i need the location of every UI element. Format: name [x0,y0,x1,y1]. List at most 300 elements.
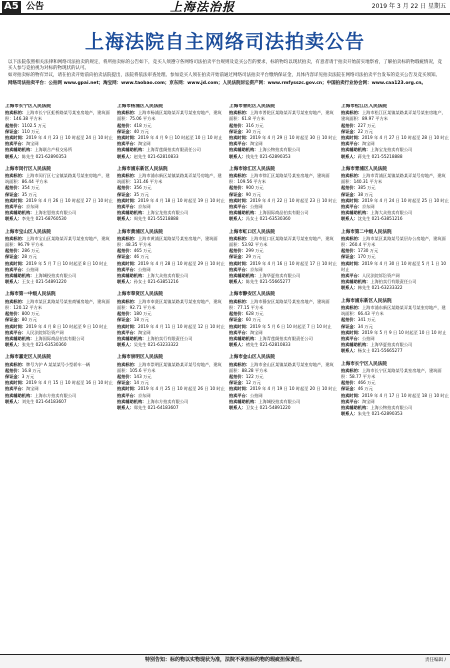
field-value: 京东网 [137,204,151,210]
field-value: 2019 年 4 月 22 日 10 时起至 23 日 10 时止 [249,197,337,203]
field-value: 30 万元 [245,128,261,134]
field-value: 上海市徐汇区某路某号某室房地产，建筑面积：109.56 平方米 [229,173,330,185]
field-value: 上海市杨浦区某路某弄某号某室房地产，建筑面积：75.06 平方米 [117,110,222,122]
field-label: 联系人： [5,342,22,348]
field-value: 陈先生 021-55665277 [245,279,291,285]
field-value: 张先生 021-63530360 [21,342,67,348]
field-value: 淘宝网 [25,141,39,147]
field-value: 2019 年 4 月 29 日 10 时起至 30 日 10 时止 [249,135,337,141]
field-value: 385 万元 [357,185,376,191]
field-label: 保证金： [229,191,246,197]
field-value: 上海华夏拍卖有限公司 [370,342,413,348]
field-label: 拍卖辅助机构： [229,210,259,216]
notice-field-contact [229,405,337,411]
field-label: 拍卖时间： [5,197,26,203]
auction-notice [5,355,113,405]
page-title: 上海法院自主网络司法拍卖公告 [84,31,365,53]
field-label: 拍卖时间： [117,135,138,141]
field-value: 牌号为沪 A 某某某号小型轿车一辆 [25,361,91,367]
field-value: 341 万元 [357,317,376,323]
field-value: 京东网 [249,266,263,272]
field-label: 拍卖辅助机构： [341,147,371,153]
field-value: 2019 年 4 月 24 日 10 时起至 25 日 10 时止 [361,197,449,203]
field-value: 赵先生 021-62810833 [133,153,179,159]
field-label: 拍卖时间： [341,135,362,141]
issue-date: 2019 年 3 月 22 日 星期五 [371,3,446,10]
field-value: 蒋先生 021-55218888 [357,153,403,159]
field-label: 拍卖平台： [5,329,26,335]
field-label: 拍卖标的： [229,110,250,116]
field-label: 拍卖时间： [117,386,138,392]
notice-field-item [5,110,113,122]
field-label: 拍卖时间： [117,260,138,266]
notice-field-item [117,110,225,122]
field-value: 2019 年 5 月 6 日 10 时起至 7 日 10 时止 [249,323,332,329]
auction-notice [341,362,449,418]
field-label: 拍卖时间： [341,260,362,266]
field-label: 拍卖辅助机构： [5,273,35,279]
field-value: 上海市长宁区虹桥路某号某室房地产，建筑面积：146.38 平方米 [5,110,110,122]
field-label: 拍卖平台： [341,398,362,404]
notice-field-item [341,368,449,380]
field-value: 王女士 021-54891220 [21,279,67,285]
intro-paragraph: 如对拍卖标的物有异议，请在拍卖开始前向拍卖法院提出，法院将依法审查处理。参加竞买人须在拍卖开始前通过网络司法拍卖平台缴纳保证金，具体内容详见拍卖法院在网络司法拍卖平台发布的竞买公告及竞买须知。 [8,73,440,79]
field-value: 钱先生 021-62890353 [245,153,291,159]
field-label: 拍卖标的： [341,367,362,373]
auction-notice [117,292,225,348]
field-value: 110 万元 [21,128,40,134]
auction-notice [229,292,337,348]
field-value: 900 万元 [245,185,264,191]
field-value: 2019 年 4 月 8 日 10 时起至 9 日 10 时止 [25,323,108,329]
auction-notice [5,230,113,286]
field-label: 拍卖辅助机构： [117,273,147,279]
field-value: 29 万元 [245,254,261,260]
court-name: 上海市虹口区人民法院 [229,229,275,235]
notice-field-contact [5,216,113,222]
court-name: 上海市松江区人民法院 [341,104,387,109]
field-label: 拍卖标的： [229,235,250,241]
field-label: 起拍价： [117,122,134,128]
field-value: 刘先生 021-64183607 [21,398,67,404]
field-value: 628 万元 [245,311,264,317]
notice-field-contact [229,342,337,348]
field-value: 上海青莲阁拍卖有限责任公司 [258,335,313,341]
field-value: 46 万元 [357,386,373,392]
field-label: 拍卖时间： [229,260,250,266]
field-label: 拍卖标的： [5,173,26,179]
field-value: 冯女士 021-63530360 [245,216,291,222]
notice-field-item [341,173,449,185]
field-label: 拍卖标的： [117,361,138,367]
field-value: 上海市某区某路某号某层办公房地产，建筑面积：260.4 平方米 [341,235,446,248]
field-label: 保证金： [229,317,246,323]
field-label: 拍卖辅助机构： [341,279,371,285]
page-number-tag: A5 [4,1,19,12]
field-value: 上海公物拍卖有限公司 [258,147,301,153]
field-label: 联系人： [341,348,358,354]
field-value: 上海大众拍卖有限公司 [146,273,189,279]
field-value: 18 万元 [133,317,149,323]
field-value: 2019 年 4 月 27 日 10 时起至 28 日 10 时止 [361,135,449,141]
field-value: 418 万元 [133,122,152,128]
field-label: 保证金： [117,191,134,197]
field-value: 李先生 021-68760530 [21,216,67,222]
field-label: 保证金： [341,323,358,329]
court-name: 上海市第一中级人民法院 [5,292,56,298]
field-label: 保证金： [5,373,22,379]
field-label: 保证金： [5,317,22,323]
field-value: 上海拍卖行有限责任公司 [370,279,417,285]
field-value: 2019 年 4 月 26 日 10 时起至 27 日 10 时止 [25,197,113,203]
auction-notice [117,355,225,411]
field-label: 起拍价： [229,248,246,254]
notice-field-contact [5,399,113,405]
field-value: 上海青莲阁拍卖有限责任公司 [146,147,201,153]
field-label: 拍卖标的： [5,235,26,241]
field-value: 吴先生 021-63233322 [133,342,179,348]
field-label: 拍卖平台： [341,335,362,341]
field-label: 联系人： [341,153,358,159]
field-value: 800 万元 [21,311,40,317]
court-name: 上海市徐汇区人民法院 [229,166,275,172]
field-label: 联系人： [229,216,246,222]
auction-notice [5,292,113,348]
field-label: 起拍价： [229,373,246,379]
field-value: 34 万元 [357,323,373,329]
field-value: 2019 年 5 月 7 日 10 时起至 8 日 10 时止 [25,260,108,266]
auction-notice [5,104,113,160]
field-value: 上海联合产权交易所 [34,147,73,153]
notice-field-contact [117,279,225,285]
field-value: 上海宏恩拍卖有限公司 [34,210,77,216]
notice-field-item [117,173,225,185]
auction-notice [117,104,225,160]
field-value: 上海市虹口区某路某弄某号某室房地产，建筑面积：53.92 平方米 [229,235,334,248]
field-value: 上海东方拍卖有限公司 [34,392,77,398]
field-label: 拍卖平台： [5,386,26,392]
field-label: 起拍价： [5,311,22,317]
field-label: 保证金： [229,380,246,386]
field-value: 淘宝网 [25,386,39,392]
notice-field-item [117,299,225,311]
field-label: 保证金： [117,317,134,323]
field-label: 起拍价： [5,248,22,254]
field-value: 2019 年 4 月 9 日 10 时起至 10 日 10 时止 [137,135,223,141]
auction-notice [229,355,337,411]
field-value: 沈先生 021-63851216 [357,216,403,222]
field-label: 拍卖标的： [341,173,362,179]
field-label: 起拍价： [229,122,246,128]
notice-field-contact [229,279,337,285]
court-name: 上海市静安区人民法院 [229,292,275,298]
field-value: 46 万元 [133,254,149,260]
field-value: 上海市静安区某路某号某室房地产，建筑面积：77.15 平方米 [229,298,330,310]
court-name: 上海市黄浦区人民法院 [117,229,163,235]
field-value: 1730 万元 [357,248,379,254]
court-name: 上海市宝山区人民法院 [5,229,51,235]
field-label: 联系人： [5,398,22,404]
auction-notice [341,299,449,355]
field-label: 起拍价： [117,373,134,379]
field-label: 保证金： [5,128,22,134]
notice-field-contact [117,216,225,222]
field-label: 起拍价： [341,317,358,323]
field-label: 拍卖平台： [5,141,26,147]
field-label: 拍卖平台： [229,329,250,335]
section-name: 公告 [26,2,45,12]
field-value: 上海拍卖行有限责任公司 [146,335,193,341]
court-name: 上海市第二中级人民法院 [341,229,392,235]
field-value: 京东网 [361,204,375,210]
field-value: 1102.5 万元 [21,122,47,128]
field-label: 起拍价： [117,248,134,254]
auction-notice [117,167,225,223]
field-value: 上海市松江区某镇某路某弄某号某室房地产，建筑面积：89.97 平方米 [341,110,446,122]
field-label: 保证金： [117,128,134,134]
notice-column [341,104,449,649]
field-label: 保证金： [341,128,358,134]
field-label: 拍卖平台： [117,141,138,147]
court-name: 上海市普陀区人民法院 [229,104,275,109]
field-label: 拍卖辅助机构： [229,335,259,341]
field-label: 拍卖时间： [117,323,138,329]
field-label: 拍卖标的： [341,235,362,241]
field-label: 拍卖时间： [5,323,26,329]
field-value: 郑先生 021-64183607 [133,404,179,410]
field-value: 2019 年 4 月 30 日 10 时起至 5 月 1 日 10 时止 [341,260,447,272]
field-label: 拍卖辅助机构： [5,210,35,216]
field-label: 保证金： [341,191,358,197]
field-label: 拍卖标的： [229,298,250,304]
field-label: 拍卖时间： [5,380,26,386]
field-value: 孙女士 021-63851216 [133,279,179,285]
notice-field-contact [117,342,225,348]
field-label: 起拍价： [341,185,358,191]
field-label: 拍卖标的： [5,110,26,116]
field-value: 2019 年 4 月 16 日 10 时起至 17 日 10 时止 [249,260,337,266]
notice-field-item [229,236,337,248]
field-value: 2019 年 4 月 18 日 10 时起至 19 日 10 时止 [137,197,225,203]
notice-field-contact [341,216,449,222]
notice-field-contact [117,405,225,411]
field-label: 保证金： [117,380,134,386]
field-value: 公拍网 [249,392,263,398]
notice-field-item [229,173,337,185]
field-label: 拍卖辅助机构： [117,335,147,341]
field-value: 周先生 021-55218888 [133,216,179,222]
notice-field-item [341,236,449,248]
notice-field-item [341,305,449,317]
court-name: 上海市嘉定区人民法院 [5,355,51,361]
field-value: 公拍网 [25,266,39,272]
auction-notice [229,104,337,160]
court-name: 上海市浦东新区人民法院 [341,298,392,304]
intro-paragraph: 以下法院依照相关法律和网络司法拍卖的规定，将所拍卖标的公告如下，竞买人须遵守各网络司法拍卖平台规则及竞买公告的要求，标的物均以现状拍卖，有意者请于拍卖开始前实地察看，了解拍卖标的物瑕疵情况，竞买人参与竞拍视为对标的物现状的认可。 [8,60,442,72]
field-label: 起拍价： [341,122,358,128]
field-label: 拍卖标的： [117,110,138,116]
field-label: 保证金： [341,254,358,260]
field-label: 拍卖标的： [229,173,250,179]
field-label: 起拍价： [117,311,134,317]
field-label: 联系人： [229,279,246,285]
field-value: 卫女士 021-54891220 [245,404,291,410]
field-value: 122 万元 [245,373,264,379]
field-value: 上海市普陀区某路某弄某号某室房地产，建筑面积：61.8 平方米 [229,110,334,122]
field-value: 上海市浦东新区某镇某路某弄某号房地产，建筑面积：131.46 平方米 [117,173,222,185]
notice-field-contact [117,154,225,160]
field-label: 起拍价： [117,185,134,191]
field-label: 拍卖时间： [229,323,250,329]
field-value: 35 万元 [21,191,37,197]
field-value: 354 万元 [21,185,40,191]
field-value: 人民法院诉讼资产网 [361,273,400,279]
field-value: 淘宝网 [361,398,375,404]
field-value: 淘宝网 [249,329,263,335]
notice-field-contact [341,154,449,160]
field-value: 韩先生 021-63233322 [357,285,403,291]
auction-notice [117,230,225,286]
auction-notice [229,167,337,223]
field-label: 拍卖时间： [341,197,362,203]
field-label: 拍卖标的： [117,298,138,304]
field-value: 上海市奉贤区某镇某路某号某室房地产，建筑面积：92.71 平方米 [117,298,222,310]
field-value: 上海市闵行区七宝镇某路某号某室房地产，建筑面积：86.44 平方米 [5,173,110,185]
field-label: 拍卖辅助机构： [5,392,35,398]
field-label: 拍卖辅助机构： [5,335,35,341]
field-label: 保证金： [5,191,22,197]
field-value: 杨女士 021-55665277 [357,348,403,354]
field-value: 京东网 [25,204,39,210]
field-label: 拍卖标的： [5,298,26,304]
field-value: 公拍网 [137,266,151,272]
notice-field-contact [229,216,337,222]
field-label: 拍卖辅助机构： [229,147,259,153]
field-value: 38 万元 [357,191,373,197]
field-label: 起拍价： [229,311,246,317]
field-value: 上海宝龙拍卖有限公司 [146,210,189,216]
field-value: 褚先生 021-62810833 [245,342,291,348]
field-value: 16.8 万元 [21,367,41,373]
notice-column [117,104,225,649]
field-value: 2019 年 4 月 11 日 10 时起至 12 日 10 时止 [137,323,225,329]
field-label: 联系人： [341,216,358,222]
field-label: 起拍价： [341,380,358,386]
field-label: 联系人： [5,279,22,285]
field-value: 12 万元 [245,380,261,386]
field-label: 联系人： [5,153,22,159]
field-value: 14 万元 [133,380,149,386]
field-label: 拍卖辅助机构： [117,398,147,404]
field-label: 拍卖平台： [5,266,26,272]
field-label: 保证金： [117,254,134,260]
field-value: 2019 年 4 月 17 日 10 时起至 18 日 10 时止 [361,392,449,398]
field-value: 上海市青浦区某镇某路某弄某号房地产，建筑面积：140.31 平方米 [341,173,446,185]
field-label: 拍卖时间： [117,197,138,203]
page-header [0,0,450,15]
field-value: 上海公物拍卖有限公司 [370,404,413,410]
court-name: 上海市闵行区人民法院 [5,166,51,172]
field-value: 316 万元 [245,122,264,128]
field-value: 2019 年 4 月 19 日 10 时起至 20 日 10 时止 [249,386,337,392]
field-value: 2019 年 4 月 15 日 10 时起至 16 日 10 时止 [25,380,113,386]
notice-field-item [5,173,113,185]
field-label: 拍卖时间： [5,260,26,266]
field-value: 28 万元 [21,254,37,260]
field-label: 保证金： [5,254,22,260]
field-value: 22 万元 [357,128,373,134]
field-label: 联系人： [341,285,358,291]
field-label: 拍卖平台： [229,141,250,147]
field-value: 上海城投拍卖有限公司 [258,398,301,404]
notice-field-time [341,261,449,273]
field-label: 拍卖辅助机构： [341,404,371,410]
auction-notice [341,167,449,223]
field-label: 起拍价： [5,185,22,191]
field-label: 拍卖辅助机构： [229,273,259,279]
footer-notice: 特别告知：标的物以实物现状为准，法院不承担标的物的瑕疵担保责任。 [144,657,305,663]
notice-field-item [229,110,337,122]
field-label: 拍卖平台： [341,273,362,279]
field-label: 拍卖平台： [229,266,250,272]
notice-field-contact [5,154,113,160]
field-value: 上海东方拍卖有限公司 [146,398,189,404]
field-value: 淘宝网 [137,141,151,147]
field-value: 公拍网 [249,204,263,210]
field-label: 联系人： [117,279,134,285]
court-name: 上海市长宁区人民法院 [341,361,387,367]
field-label: 拍卖标的： [117,235,138,241]
field-label: 保证金： [229,128,246,134]
field-label: 拍卖平台： [117,266,138,272]
field-value: 淘宝网 [249,141,263,147]
field-label: 联系人： [117,216,134,222]
court-name: 上海市奉贤区人民法院 [117,292,163,298]
notice-field-contact [229,154,337,160]
notice-column [5,104,113,649]
field-label: 联系人： [229,153,246,159]
court-name: 上海市杨浦区人民法院 [117,104,163,109]
field-label: 拍卖辅助机构： [117,147,147,153]
notice-field-contact [5,279,113,285]
notice-column [229,104,337,649]
field-label: 拍卖平台： [341,141,362,147]
field-value: 227 万元 [357,122,376,128]
field-label: 起拍价： [5,122,22,128]
field-value: 356 万元 [133,185,152,191]
field-value: 上海华夏拍卖有限公司 [258,273,301,279]
field-value: 上海国际商品拍卖有限公司 [34,335,85,341]
field-label: 拍卖标的： [229,361,250,367]
notice-field-item [5,299,113,311]
field-label: 联系人： [5,216,22,222]
field-label: 拍卖时间： [341,329,362,335]
notice-field-item [5,236,113,248]
field-value: 上海国际商品拍卖有限公司 [258,210,309,216]
field-value: 2019 年 4 月 28 日 10 时起至 29 日 10 时止 [137,260,225,266]
field-label: 拍卖辅助机构： [341,342,371,348]
auction-notice [341,104,449,160]
auction-notice [341,230,449,292]
notice-field-item [229,299,337,311]
intro-platforms: 网络司法拍卖平台：公拍网 www.gpai.net；淘宝网：www.taobao.com；京东网：www.jd.com；人民法院诉讼资产网：www.rmfysszc.gov.cn；中国拍卖行业协会网：www.caa123.org.cn。 [8,80,426,86]
field-value: 朱先生 021-62890353 [357,411,403,417]
field-value: 60 万元 [245,317,261,323]
notice-field-item [341,110,449,122]
field-value: 2019 年 4 月 23 日 10 时起至 24 日 10 时止 [25,135,113,141]
field-label: 拍卖辅助机构： [229,398,259,404]
field-value: 35 万元 [133,191,149,197]
